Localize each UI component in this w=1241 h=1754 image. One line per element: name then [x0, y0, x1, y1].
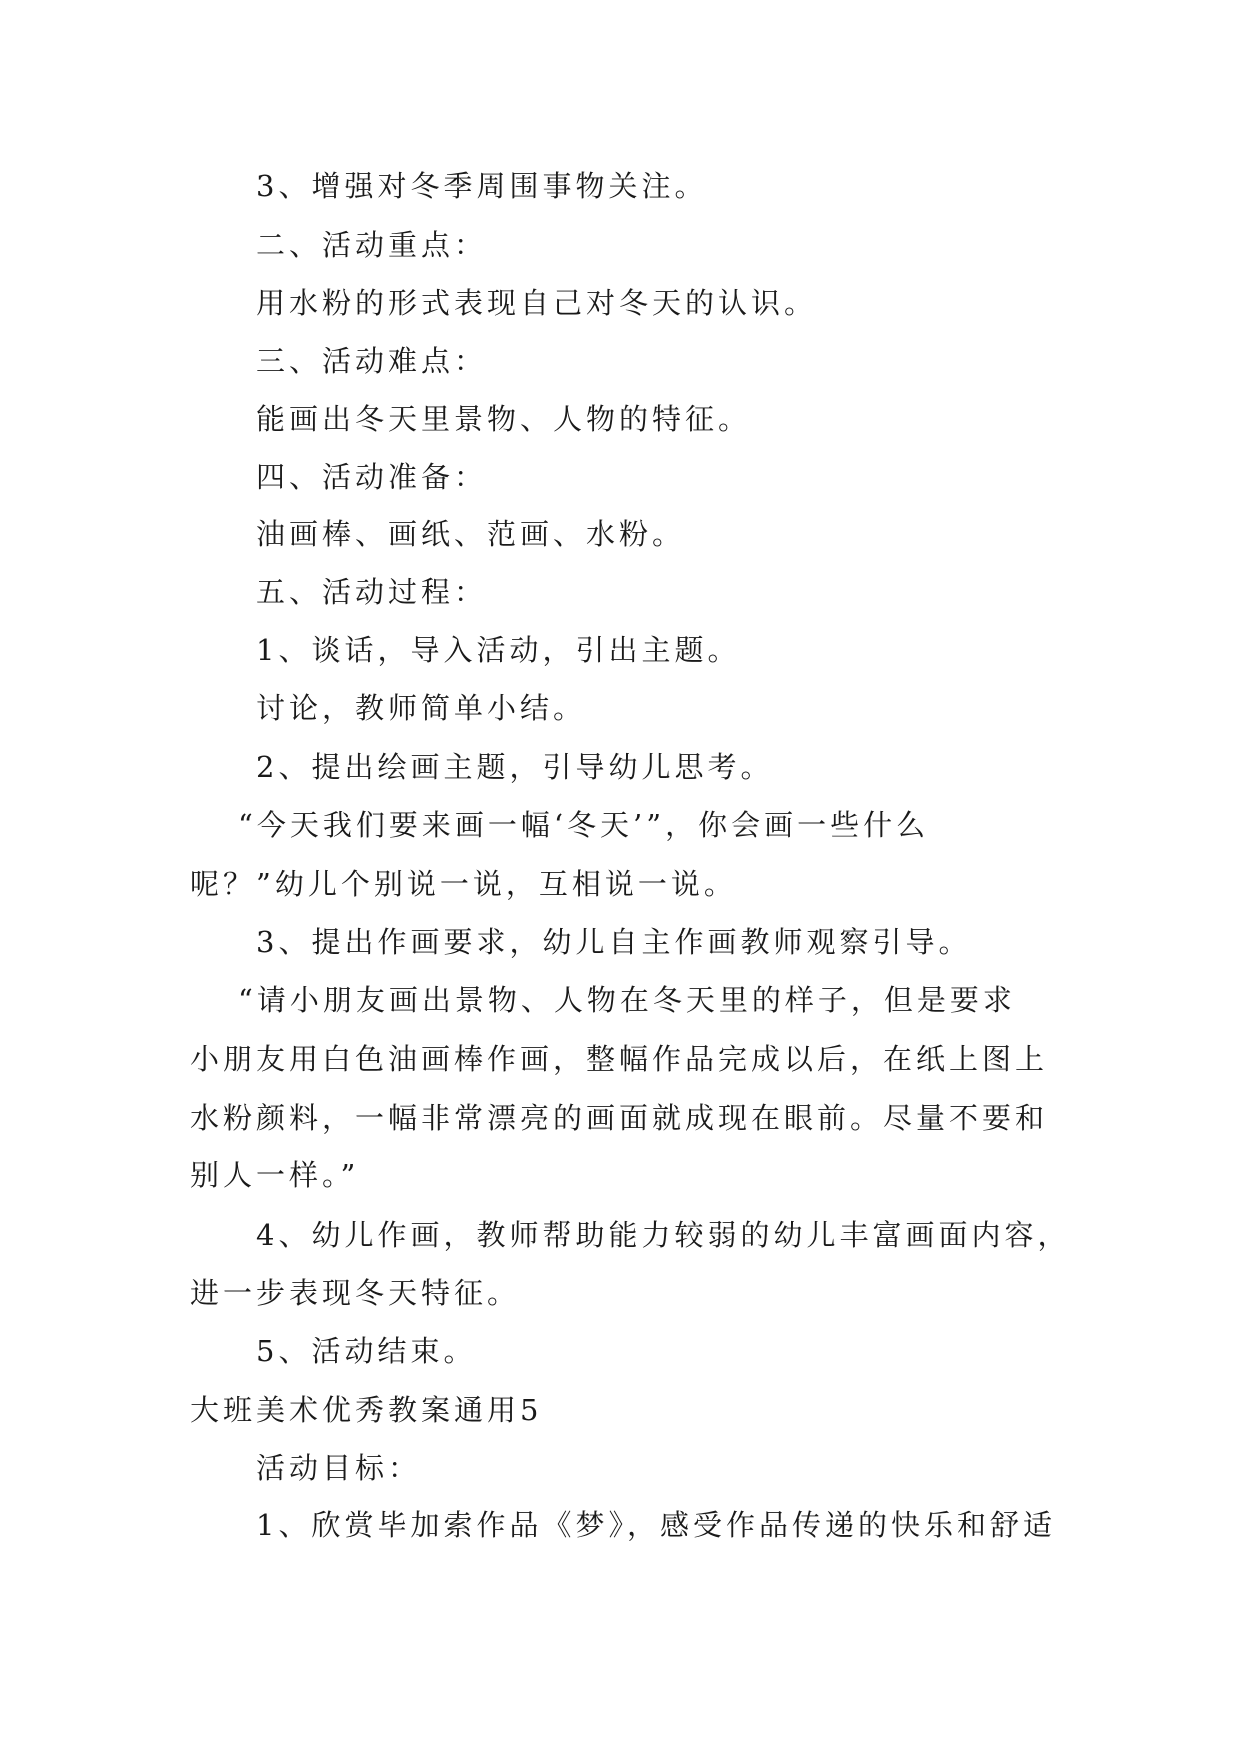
quote-2-line-2: 小朋友用白色油画棒作画，整幅作品完成以后，在纸上图上 — [190, 1042, 1049, 1076]
process-step-1: 1、谈话，导入活动，引出主题。 — [256, 633, 741, 667]
quote-1-line-2: 呢？”幼儿个别说一说，互相说一说。 — [190, 867, 737, 901]
objectives-heading: 活动目标： — [256, 1451, 422, 1485]
lesson-title: 大班美术优秀教案通用5 — [190, 1393, 543, 1427]
process-step-5: 5、活动结束。 — [256, 1334, 477, 1368]
difficulties-text: 能画出冬天里景物、人物的特征。 — [256, 402, 752, 436]
objective-1-line: 1、欣赏毕加索作品《梦》，感受作品传递的快乐和舒适 — [256, 1508, 1056, 1542]
preparation-text: 油画棒、画纸、范画、水粉。 — [256, 517, 686, 551]
section-key-points-heading: 二、活动重点： — [256, 228, 488, 262]
process-step-3: 3、提出作画要求，幼儿自主作画教师观察引导。 — [256, 925, 972, 959]
quote-2-line-1: “请小朋友画出景物、人物在冬天里的样子，但是要求 — [238, 983, 1016, 1017]
objective-3-line: 3、增强对冬季周围事物关注。 — [256, 169, 708, 203]
key-points-text: 用水粉的形式表现自己对冬天的认识。 — [256, 286, 818, 320]
process-step-4: 4、幼儿作画，教师帮助能力较弱的幼儿丰富画面内容， — [256, 1218, 1071, 1252]
quote-2-line-3: 水粉颜料，一幅非常漂亮的画面就成现在眼前。尽量不要和 — [190, 1101, 1049, 1135]
quote-2-line-4: 别人一样。” — [190, 1158, 360, 1192]
process-step-4-continued: 进一步表现冬天特征。 — [190, 1276, 521, 1310]
section-preparation-heading: 四、活动准备： — [256, 460, 488, 494]
quote-1-line-1: “今天我们要来画一幅‘冬天’”，你会画一些什么 — [238, 808, 930, 842]
process-step-1-text: 讨论，教师简单小结。 — [256, 691, 587, 725]
section-process-heading: 五、活动过程： — [256, 575, 488, 609]
process-step-2: 2、提出绘画主题，引导幼儿思考。 — [256, 750, 774, 784]
section-difficulties-heading: 三、活动难点： — [256, 344, 488, 378]
